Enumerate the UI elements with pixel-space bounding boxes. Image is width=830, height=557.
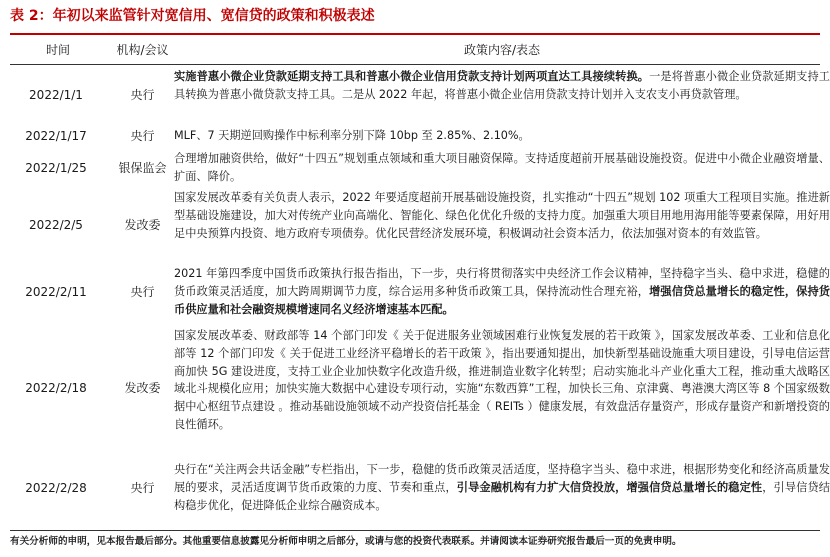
row-date: 2022/1/25 (25, 161, 87, 175)
header-date: 时间 (45, 43, 70, 57)
header-org: 机构/会议 (116, 43, 169, 57)
row-date: 2022/2/18 (25, 381, 87, 395)
row-content-bold: 引导金融机构有力扩大信贷投放，增强信贷总量增长的稳定性 (456, 480, 763, 494)
disclaimer-footer: 有关分析师的申明，见本报告最后部分。其他重要信息披露见分析师申明之后部分，或请与您的投资代表联系。并请阅读本证券研究报告最后一页的免责申明。 (10, 536, 682, 547)
table-row (10, 461, 830, 515)
row-org: 银保监会 (118, 161, 167, 175)
row-date: 2022/2/28 (25, 481, 87, 495)
table-bottom-rule (10, 530, 820, 531)
row-content: 国家发展改革委有关负责人表示，2022 年要适度超前开展基础设施投资，扎实推动“十四五”规划 102 项重大工程项目实施。推进新型基础设施建设，加大对传统产业向高端化、智能化、绿色化优化升级的支持力度。加强重大项目用地用海用能等要素保障，用好用足中央预算内投资、地方政府专项债券。优化民营经济发展环境，积极调动社会资本活力，依法加强对资本的有效监管。 (174, 191, 830, 240)
row-org: 发改委 (124, 381, 161, 395)
row-content-text: 央行在“关注两会共话金融”专栏指出，下一步，稳健的货币政策灵活适度，坚持稳字当头、稳中求进，根据形势变化和经济高质量发展的要求，灵活适度调节货币政策的力度、节奏和重点， (174, 463, 830, 494)
table-row (10, 127, 820, 145)
row-content-text: 2021 年第四季度中国货币政策执行报告指出，下一步，央行将贯彻落实中央经济工作会议精神，坚持稳字当头、稳中求进，稳健的货币政策灵活适度，加大跨周期调节力度，综合运用多种货币政策工具，保持流动性合理充裕， (174, 267, 830, 298)
row-content: 合理增加融资供给，做好“十四五”规划重点领域和重大项目融资保障。支持适度超前开展基础设施投资。促进中小微企业融资增量、扩面、降价。 (174, 152, 830, 183)
row-content-text: 一是将普惠小微企业贷款延期支持工具转换为普惠小微贷款支持工具。二是从 2022 年起，将普惠小微企业信用贷款支持计划并入支农支小再贷款管理。 (174, 70, 830, 101)
title-rule (10, 33, 820, 35)
row-date: 2022/2/5 (29, 218, 83, 232)
row-org: 央行 (130, 481, 155, 495)
row-content-text-after: ，引导信贷结构稳步优化，促进降低企业综合融资成本。 (174, 480, 830, 512)
row-content (174, 265, 830, 318)
row-org: 央行 (130, 129, 155, 143)
row-content: MLF、7 天期逆回购操作中标利率分别下降 10bp 至 2.85%、2.10%。 (174, 129, 530, 142)
row-date: 2022/1/17 (25, 129, 87, 143)
row-date: 2022/2/11 (25, 285, 87, 299)
table-row (10, 265, 830, 319)
table-row (10, 150, 830, 186)
row-content-bold: 实施普惠小微企业贷款延期支持工具和普惠小微企业信用贷款支持计划两项直达工具接续转换。 (174, 70, 650, 83)
table-row (10, 327, 830, 452)
row-date: 2022/1/1 (29, 88, 83, 102)
table-row (10, 68, 830, 122)
header-content: 政策内容/表态 (463, 43, 541, 57)
row-content (174, 461, 830, 514)
row-content-bold: 增强信贷总量增长的稳定性，保持货币供应量和社会融资规模增速同名义经济增速基本匹配。 (174, 284, 830, 316)
table-title: 表 2：年初以来监管针对宽信用、宽信贷的政策和积极表述 (10, 8, 375, 24)
row-org: 央行 (130, 88, 155, 102)
row-content: 国家发展改革委、财政部等 14 个部门印发《 关于促进服务业领域困难行业恢复发展的若干政策 》，国家发展改革委、工业和信息化部等 12 个部门印发《 关于促进工业经济平稳增长的若干政策 》，指出要通知提出，加快新型基础设施重大项目建设，引导电信运营商加快 5G 建设进度，支持工业企业加快数字化改造升级，推进制造业数字化转型；启动实施北斗产业化重大工程，推动重大战略区域北斗规模化应用；加快实施大数据中心建设专项行动，实施“东数西算”工程，加快长三角、京津冀、粤港澳大湾区等 8 个国家级数 据中心枢纽节点建设 。推动基础设施领域不动产投资信托基金（ REITs ）健康发展，有效盘活存量资产，形成存量资产和新增投资的良性循环。 (174, 329, 830, 431)
header-rule (10, 64, 820, 65)
row-org: 央行 (130, 285, 155, 299)
table-row (10, 189, 830, 261)
row-content (174, 68, 830, 104)
row-org: 发改委 (124, 218, 161, 232)
